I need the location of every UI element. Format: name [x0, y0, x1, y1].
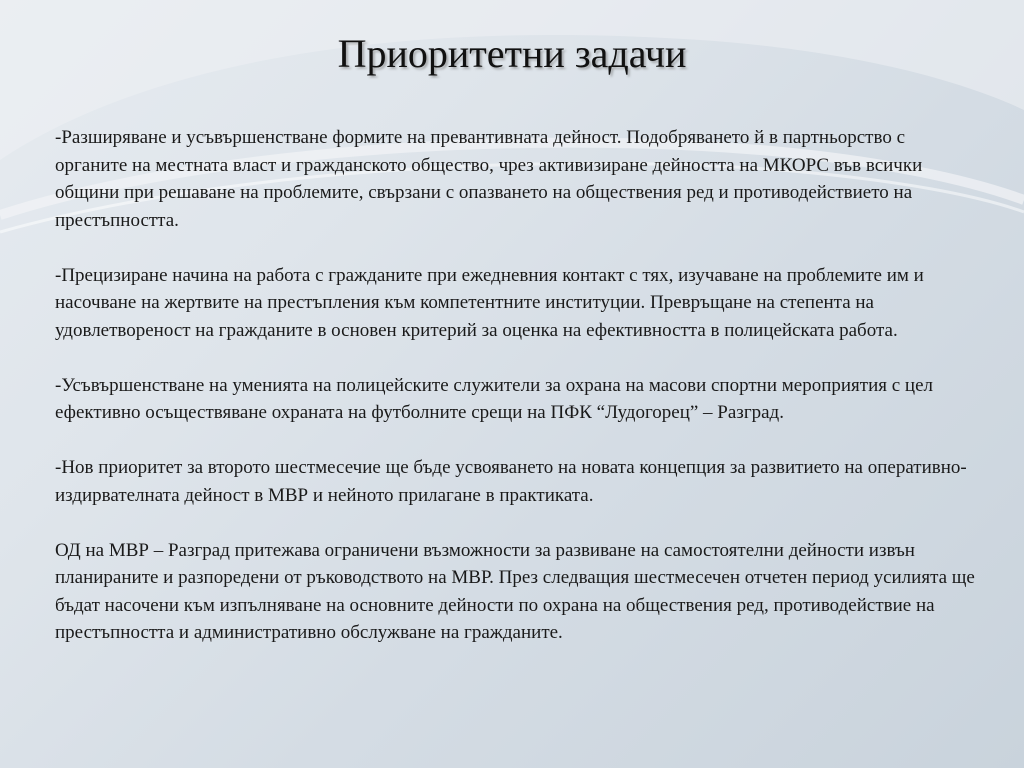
paragraph-conclusion: ОД на МВР – Разград притежава ограничени възможности за развиване на самостоятелни дейности извън планираните и разпоредени от ръководството на МВР. През следващия шестмесечен отчетен период усилията ще бъдат насочени към изпълняване на основните дейности по охрана на обществения ред, противодействие на престъпността и административно обслужване на гражданите. — [55, 539, 975, 643]
paragraph-sports-events: -Усъвършенстване на уменията на полицейските служители за охрана на масови спортни мероприятия с цел ефективно осъществяване охраната на футболните срещи на ПФК “Лудогорец” – Разград. — [55, 374, 933, 423]
slide-title: Приоритетни задачи — [337, 31, 687, 76]
slide-body — [55, 124, 980, 647]
paragraph-prevention: -Разширяване и усъвършенстване формите на превантивната дейност. Подобряването й в партньорство с органите на местната власт и гражданското общество, чрез активизиране дейността на МКОРС във всички общини при решаване на проблемите, свързани с опазването на обществения ред и противодействието на престъпността. — [55, 127, 923, 231]
paragraph-new-priority: -Нов приоритет за второто шестмесечие ще бъде усвояването на новата концепция за развитието на оперативно-издирвателната дейност в МВР и нейното прилагане в практиката. — [55, 457, 967, 506]
paragraph-citizens: -Прецизиране начина на работа с гражданите при ежедневния контакт с тях, изучаване на проблемите им и насочване на жертвите на престъпления към компетентните институции. Превръщане на степента на удовлетвореност на гражданите в основен критерий за оценка на ефективността в полицейската работа. — [55, 264, 924, 341]
